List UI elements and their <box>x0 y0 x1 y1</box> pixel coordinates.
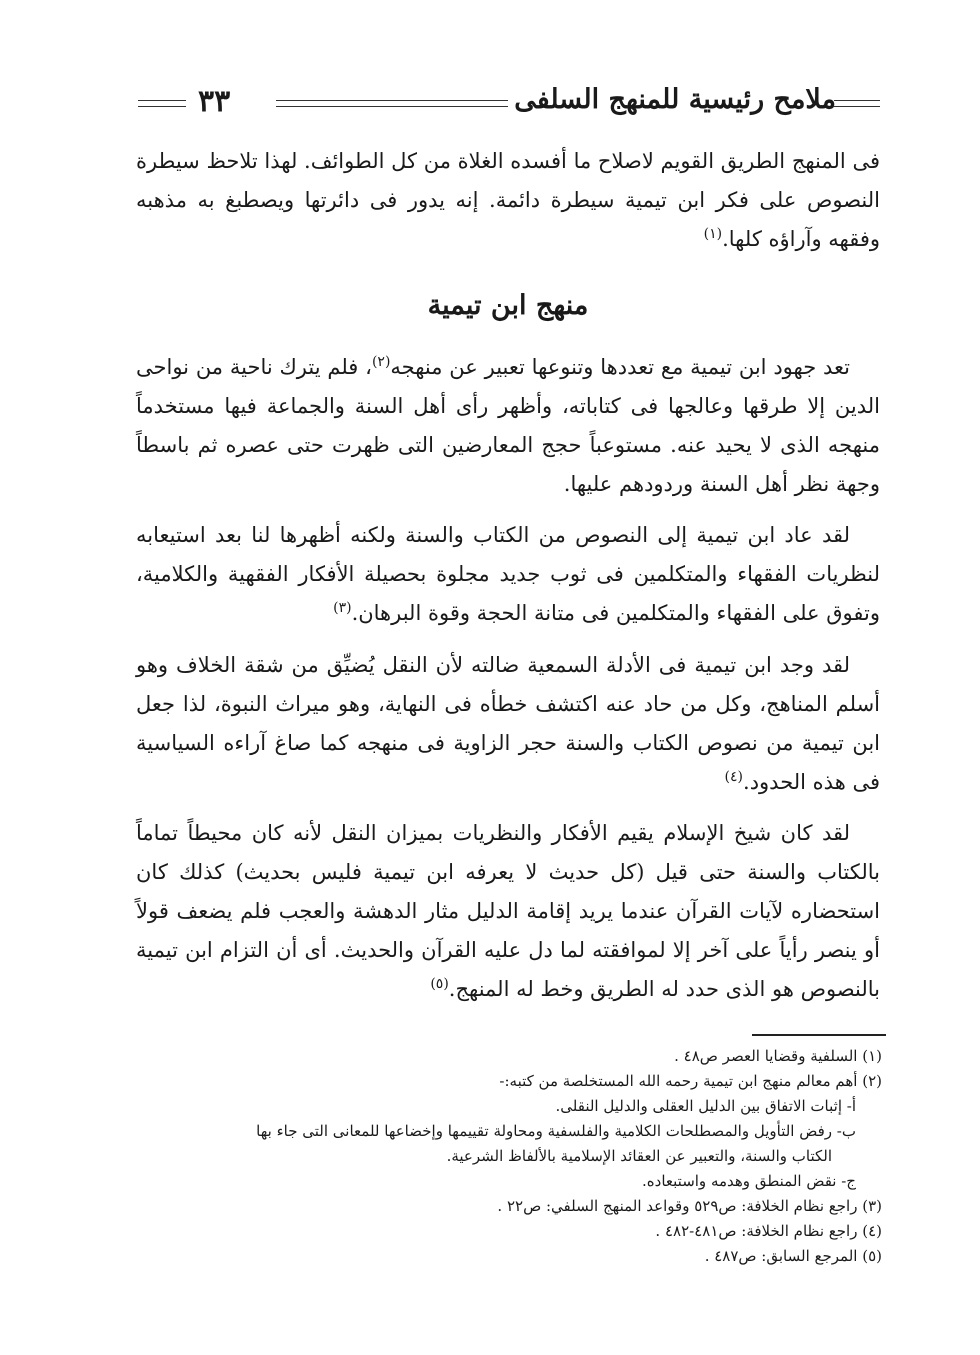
footnote-subitem: أ- إثبات الاتفاق بين الدليل العقلى والدليل النقلى. <box>555 1097 856 1115</box>
footnote-ref: (١) <box>703 226 723 242</box>
paragraph-continuation <box>136 142 880 259</box>
paragraph <box>136 646 880 802</box>
footnote-subitem: ب- رفض التأويل والمصطلحات الكلامية والفلسفية ومحاولة تقييمها وإخضاعها للمعانى التى جاء بها <box>256 1122 856 1140</box>
paragraph-text: لقد وجد ابن تيمية فى الأدلة السمعية ضالته لأن النقل يُضيِّق من شقة الخلاف وهو أسلم المناهج، وكل من حاد عنه اكتشف خطأه فى النهاية، وهو ميراث النبوة، لذا جعل ابن تيمية من نصوص الكتاب والسنة حجر الزاوية فى منهجه كما صاغ آراءه السياسية فى هذه الحدود. <box>136 653 880 794</box>
paragraph-text: فى المنهج الطريق القويم لاصلاح ما أفسده الغلاة من كل الطوائف. لهذا تلاحظ سيطرة النصوص على فكر ابن تيمية سيطرة دائمة. إنه يدور فى دائرتها ويصطبغ به مذهبه وفقهه وآراؤه كلها. <box>136 149 880 251</box>
footnote-item: (١) السلفية وقضايا العصر ص٤٨ . <box>674 1047 882 1065</box>
footnote-ref: (٣) <box>333 600 352 616</box>
footnote-item: (٥) المرجع السابق: ص٤٨٧ . <box>704 1247 882 1265</box>
footnote-subitem: الكتاب والسنة، والتعبير عن العقائد الإسلامية بالألفاظ الشرعية. <box>446 1147 832 1165</box>
section-heading: منهج ابن تيمية <box>427 290 589 321</box>
footnote-item: (٤) راجع نظام الخلافة: ص٤٨١-٤٨٢ . <box>655 1222 882 1240</box>
footnote-ref: (٤) <box>724 769 744 785</box>
paragraph-text: لقد عاد ابن تيمية إلى النصوص من الكتاب والسنة ولكنه أظهرها لنا بعد استيعابه لنظريات الفقهاء والمتكلمين فى ثوب جديد مجلوة بحصيلة الأفكار الفقهية والكلامية، وتفوق على الفقهاء والمتكلمين فى متانة الحجة وقوة البرهان. <box>136 523 880 625</box>
paragraph <box>136 516 880 633</box>
page-number: ٣٣ <box>198 84 231 119</box>
running-title: ملامح رئيسية للمنهج السلفى <box>514 84 836 115</box>
paragraph <box>136 814 880 1009</box>
footnote-item: (٣) راجع نظام الخلافة: ص٥٢٩ وقواعد المنهج السلفي: ص٢٢ . <box>497 1197 882 1215</box>
footnote-separator <box>752 1034 886 1036</box>
footnote-item: (٢) أهم معالم منهج ابن تيمية رحمه الله المستخلصة من كتبه:- <box>499 1072 882 1090</box>
footnote-subitem: ج- نقض المنطق وهدمه واستبعاده. <box>642 1172 856 1190</box>
paragraph-text: ، فلم يترك ناحية من نواحى الدين إلا طرقها وعالجها فى كتاباته، وأظهر رأى أهل السنة والجماعة فيها مستخدماً منهجه الذى لا يحيد عنه. مستوعباً حجج المعارضين التى ظهرت حتى عصره ثم باسطاً وجهة نظر أهل السنة وردودهم عليها. <box>136 355 880 496</box>
paragraph-text: لقد كان شيخ الإسلام يقيم الأفكار والنظريات بميزان النقل لأنه كان محيطاً تماماً بالكتاب والسنة حتى قيل (كل حديث لا يعرفه ابن تيمية فليس بحديث) كذلك كان استحضاره لآيات القرآن عندما يريد إقامة الدليل مثار الدهشة والعجب فلم يضعف قولاً أو ينصر رأياً على آخر إلا لموافقته لما دل عليه القرآن والحديث. أى أن التزام ابن تيمية بالنصوص هو الذى حدد له الطريق وخط له المنهج. <box>136 821 880 1001</box>
page-header <box>140 84 880 124</box>
paragraph <box>136 348 880 504</box>
footnote-ref: (٢) <box>371 354 391 370</box>
footnotes <box>120 1044 882 1269</box>
footnote-ref: (٥) <box>430 976 449 992</box>
paragraph-text: تعد جهود ابن تيمية مع تعددها وتنوعها تعبير عن منهجه <box>390 355 850 379</box>
